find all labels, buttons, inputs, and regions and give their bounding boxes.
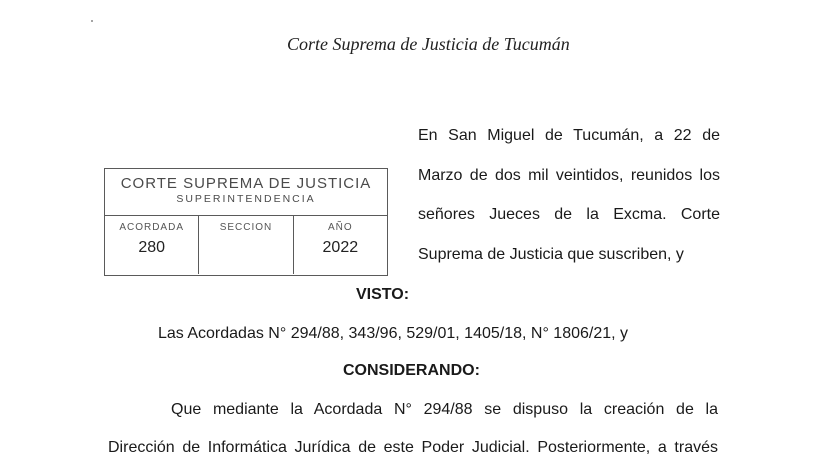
- stamp-col-value: [199, 233, 292, 239]
- stamp-title: CORTE SUPREMA DE JUSTICIA: [120, 175, 372, 192]
- intro-line: Marzo de dos mil veintidos, reunidos los: [418, 167, 720, 184]
- stamp-header: [105, 169, 387, 216]
- visto-heading: VISTO:: [356, 286, 410, 303]
- stamp-col-label: SECCION: [219, 222, 273, 233]
- stamp-col-label: AÑO: [327, 222, 353, 233]
- intro-line: Suprema de Justicia que suscriben, y: [418, 246, 684, 263]
- intro-line: señores Jueces de la Excma. Corte: [418, 206, 720, 223]
- stamp-columns: [105, 216, 387, 274]
- stamp-col-anio: [294, 216, 387, 274]
- stamp-col-value: 280: [138, 239, 166, 256]
- considerando-heading: CONSIDERANDO:: [343, 362, 480, 379]
- stamp-subtitle: SUPERINTENDENCIA: [176, 193, 316, 205]
- considerando-line: Dirección de Informática Jurídica de este Poder Judicial. Posteriormente, a través: [108, 439, 718, 456]
- scan-speck: [91, 20, 93, 22]
- stamp-col-seccion: [199, 216, 293, 274]
- stamp-col-label: ACORDADA: [119, 222, 184, 233]
- stamp-col-acordada: [105, 216, 199, 274]
- acordada-stamp: [104, 168, 388, 276]
- stamp-col-value: 2022: [322, 239, 359, 256]
- visto-text: Las Acordadas N° 294/88, 343/96, 529/01, 1405/18, N° 1806/21, y: [158, 325, 629, 342]
- considerando-line: Que mediante la Acordada N° 294/88 se dispuso la creación de la: [171, 401, 718, 418]
- intro-line: En San Miguel de Tucumán, a 22 de: [418, 127, 720, 144]
- letterhead-title: Corte Suprema de Justicia de Tucumán: [287, 34, 570, 54]
